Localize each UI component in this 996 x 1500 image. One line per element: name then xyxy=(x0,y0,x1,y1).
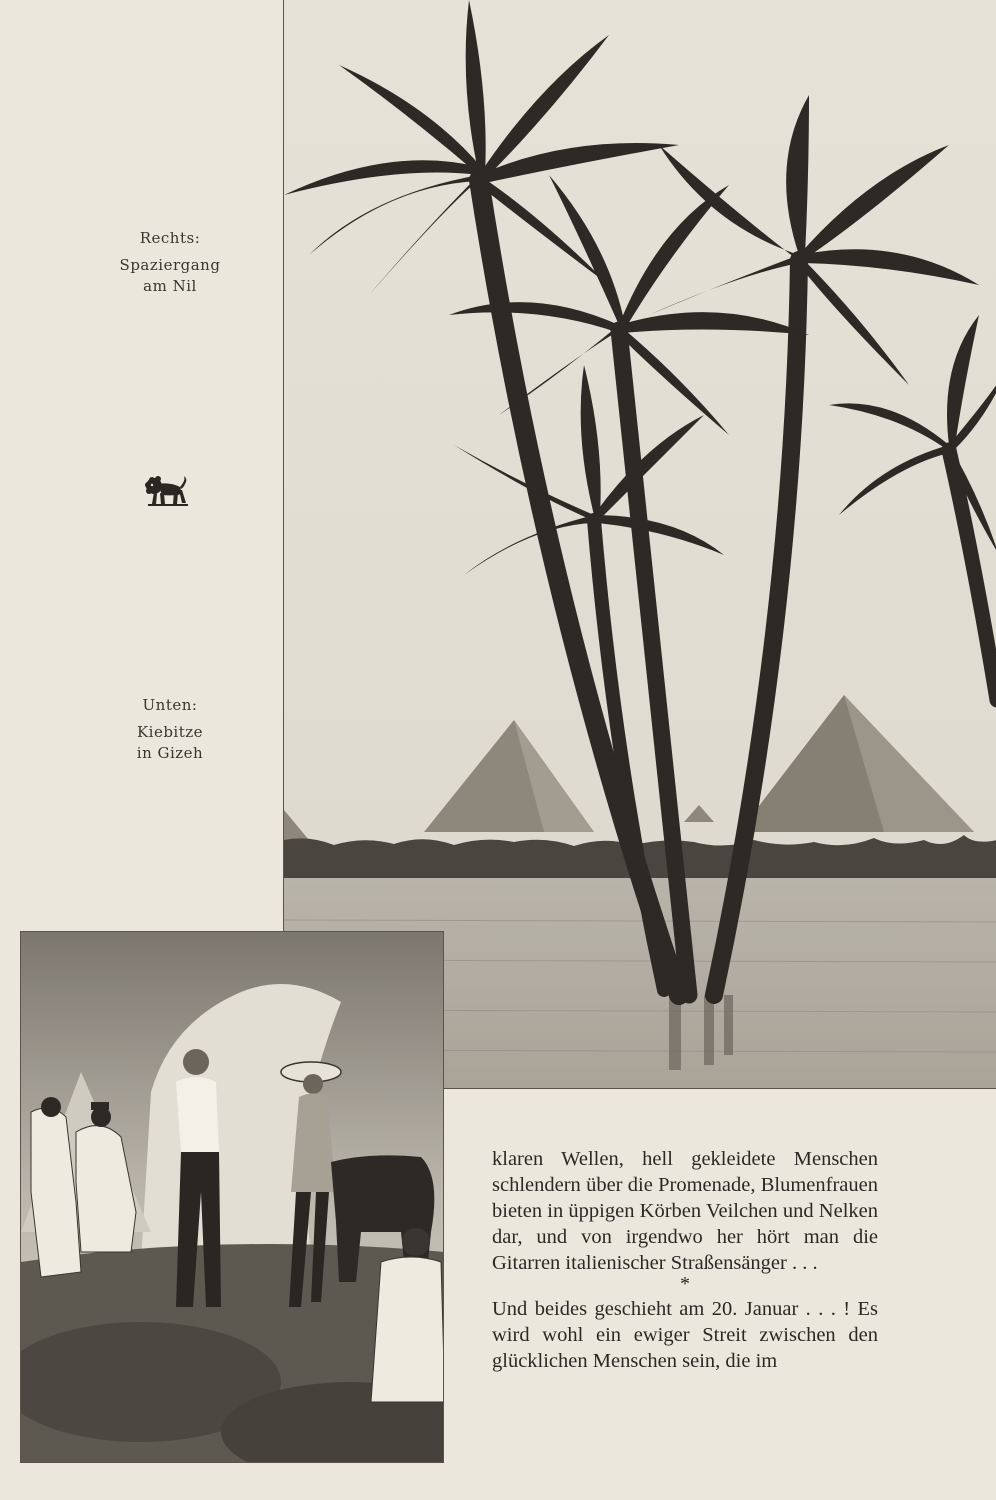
paragraph-2: Und beides geschieht am 20. Januar . . . ! Es wird wohl ein ewiger Streit zwischen den glücklichen Menschen sein, die im xyxy=(492,1298,878,1372)
caption-below-line-1: Kiebitze xyxy=(136,723,204,741)
photo-nile-promenade xyxy=(283,0,996,1089)
caption-right-line-1: Spaziergang xyxy=(119,256,221,274)
caption-below-head: Unten: xyxy=(142,696,198,714)
caption-below-line-2: in Gizeh xyxy=(136,744,204,762)
caption-right-head: Rechts: xyxy=(139,229,201,247)
section-separator: * xyxy=(680,1273,690,1295)
nile-palms-image xyxy=(284,0,996,1089)
caption-right xyxy=(100,228,240,297)
caption-below xyxy=(100,695,240,764)
gizeh-people-image xyxy=(21,932,444,1463)
photo-kiebitze-gizeh xyxy=(20,931,444,1463)
paragraph-1: klaren Wellen, hell gekleidete Menschen schlendern über die Promenade, Blumenfrauen bieten in üppigen Körben Veilchen und Nelken dar, und von irgendwo her hört man die Gitarren italienischer Straßensänger . . . xyxy=(492,1148,878,1274)
caption-right-line-2: am Nil xyxy=(143,277,197,295)
article-body xyxy=(492,1146,878,1374)
lion-icon xyxy=(144,474,190,510)
